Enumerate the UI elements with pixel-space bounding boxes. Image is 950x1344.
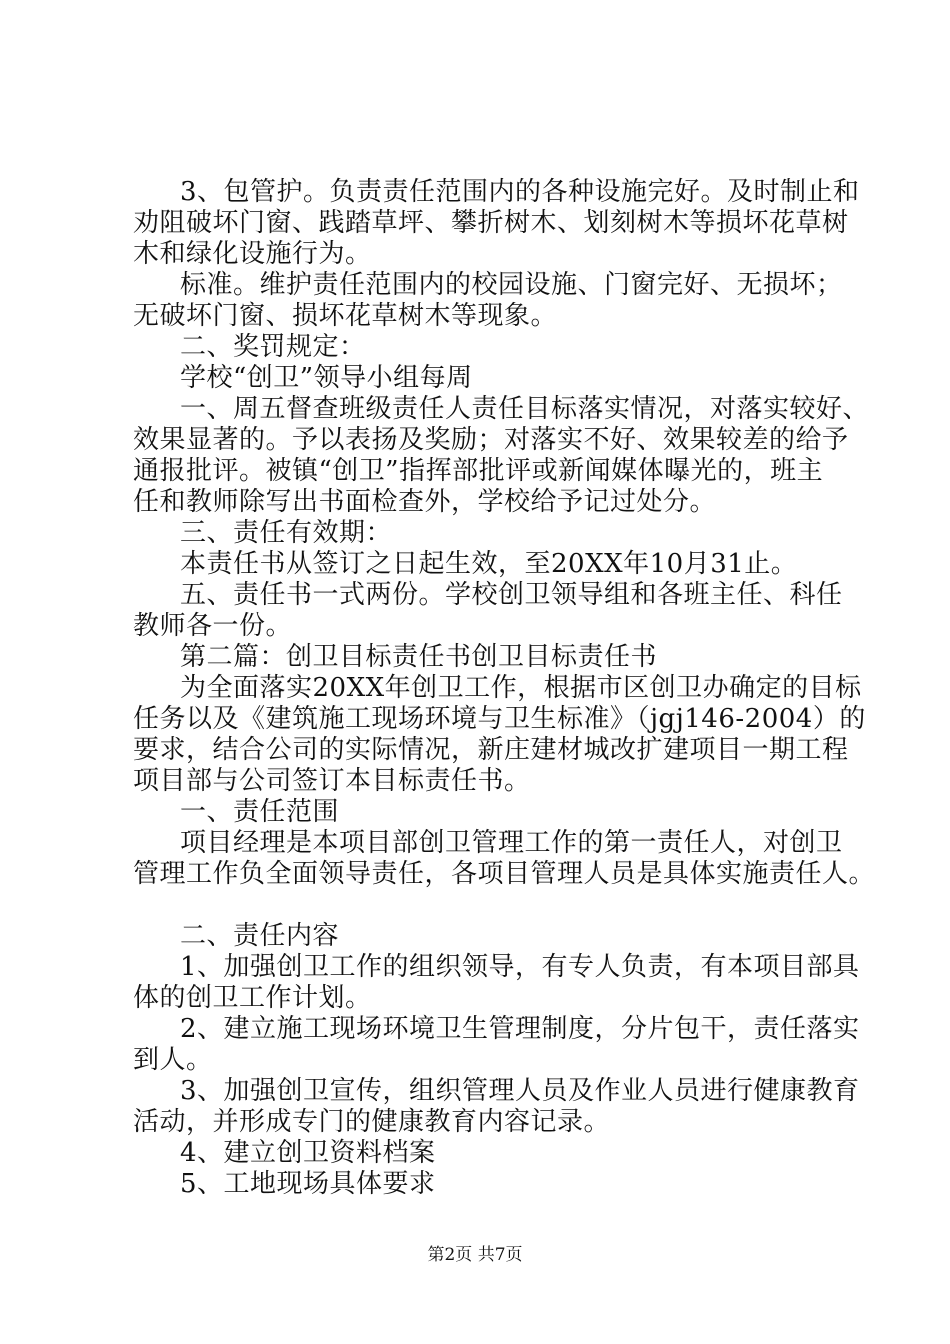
text-line: 任和教师除写出书面检查外，学校给予记过处分。 [133, 487, 717, 517]
text-line: 2、建立施工现场环境卫生管理制度，分片包干，责任落实 [180, 1014, 860, 1044]
page-number-footer: 第2页 共7页 [427, 1245, 523, 1265]
text-line: 通报批评。被镇“创卫”指挥部批评或新闻媒体曝光的，班主 [133, 456, 824, 486]
text-line: 无破坏门窗、损坏花草树木等现象。 [133, 301, 558, 331]
text-line: 5、工地现场具体要求 [180, 1169, 436, 1199]
text-line: 到人。 [133, 1045, 213, 1075]
text-line: 要求，结合公司的实际情况，新庄建材城改扩建项目一期工程 [133, 735, 849, 765]
text-line: 标准。维护责任范围内的校园设施、门窗完好、无损坏； [180, 270, 843, 300]
text-line: 效果显著的。予以表扬及奖励；对落实不好、效果较差的给予 [133, 425, 849, 455]
text-line: 本责任书从签订之日起生效，至20XX年10月31止。 [180, 549, 798, 579]
section-heading: 二、责任内容 [180, 921, 340, 951]
text-line: 教师各一份。 [133, 611, 293, 641]
section-heading: 二、奖罚规定： [180, 332, 366, 362]
text-line: 木和绿化设施行为。 [133, 239, 372, 269]
text-line: 1、加强创卫工作的组织领导，有专人负责，有本项目部具 [180, 952, 860, 982]
text-line: 体的创卫工作计划。 [133, 983, 372, 1013]
text-line: 劝阻破坏门窗、践踏草坪、攀折树木、划刻树木等损坏花草树 [133, 208, 849, 238]
text-line: 管理工作负全面领导责任，各项目管理人员是具体实施责任人。 [133, 859, 876, 889]
text-line: 为全面落实20XX年创卫工作，根据市区创卫办确定的目标 [180, 673, 862, 703]
text-line: 活动，并形成专门的健康教育内容记录。 [133, 1107, 611, 1137]
text-line: 项目经理是本项目部创卫管理工作的第一责任人，对创卫 [180, 828, 843, 858]
text-line: 3、加强创卫宣传，组织管理人员及作业人员进行健康教育 [180, 1076, 860, 1106]
section-heading: 三、责任有效期： [180, 518, 393, 548]
section-heading: 一、责任范围 [180, 797, 340, 827]
text-line: 项目部与公司签订本目标责任书。 [133, 766, 531, 796]
text-line: 一、周五督查班级责任人责任目标落实情况，对落实较好、 [180, 394, 870, 424]
text-line: 4、建立创卫资料档案 [180, 1138, 436, 1168]
text-line: 3、包管护。负责责任范围内的各种设施完好。及时制止和 [180, 177, 860, 207]
chapter-heading: 第二篇：创卫目标责任书创卫目标责任书 [180, 642, 658, 672]
text-line: 学校“创卫”领导小组每周 [180, 363, 473, 393]
text-line: 五、责任书一式两份。学校创卫领导组和各班主任、科任 [180, 580, 843, 610]
text-line: 任务以及《建筑施工现场环境与卫生标准》（jgj146-2004）的 [133, 704, 866, 734]
